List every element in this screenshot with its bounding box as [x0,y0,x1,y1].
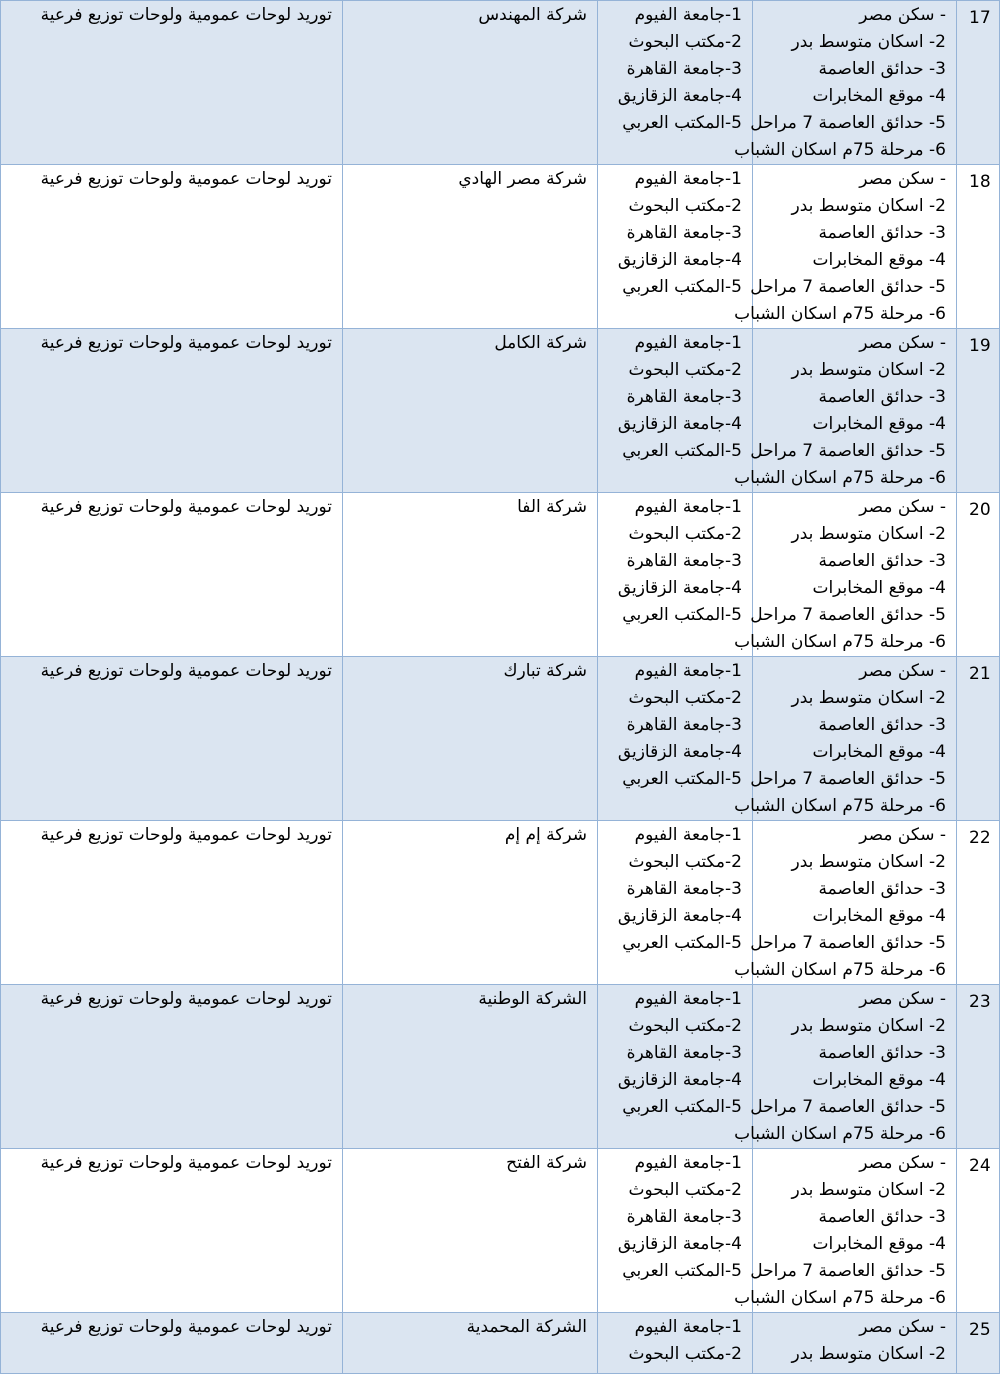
project-line: 6- مرحلة 75م اسكان الشباب [734,140,946,160]
company-cell [343,1149,598,1313]
reference-line: 2-مكتب البحوث [628,32,742,52]
reference-line: 3-جامعة القاهرة [626,551,742,571]
project-line: 3- حدائق العاصمة [818,1043,946,1063]
row-number-cell [957,329,1000,493]
company-name: الشركة المحمدية [466,1317,587,1337]
reference-line: 5-المكتب العربي [622,933,742,953]
supply-description: توريد لوحات عمومية ولوحات توزيع فرعية [40,1153,332,1173]
reference-line: 2-مكتب البحوث [628,1344,742,1364]
reference-line: 3-جامعة القاهرة [626,1043,742,1063]
table-row [1,821,1000,985]
reference-line: 4-جامعة الزقازيق [617,250,742,270]
supply-cell [1,821,343,985]
project-line: 4- موقع المخابرات [812,1070,946,1090]
reference-line: 1-جامعة الفيوم [634,661,742,681]
project-line: 6- مرحلة 75م اسكان الشباب [734,304,946,324]
projects-cell [753,1313,957,1374]
company-cell [343,1,598,165]
table-row [1,329,1000,493]
reference-line: 2-مكتب البحوث [628,1180,742,1200]
reference-line: 4-جامعة الزقازيق [617,742,742,762]
row-number-cell [957,1,1000,165]
projects-cell [734,1149,957,1313]
supply-cell [1,1,343,165]
reference-line: 3-جامعة القاهرة [626,879,742,899]
reference-line: 2-مكتب البحوث [628,688,742,708]
project-line: 3- حدائق العاصمة [818,715,946,735]
supply-description: توريد لوحات عمومية ولوحات توزيع فرعية [40,825,332,845]
reference-line: 1-جامعة الفيوم [634,5,742,25]
references-cell [598,1313,753,1374]
table-row [1,165,1000,329]
project-line: - سكن مصر [859,825,946,845]
project-line: 2- اسكان متوسط بدر [791,1344,946,1364]
reference-line: 3-جامعة القاهرة [626,59,742,79]
project-line: 3- حدائق العاصمة [818,879,946,899]
project-line: 6- مرحلة 75م اسكان الشباب [734,632,946,652]
reference-line: 5-المكتب العربي [622,605,742,625]
reference-line: 2-مكتب البحوث [628,360,742,380]
supply-description: توريد لوحات عمومية ولوحات توزيع فرعية [40,1317,332,1337]
project-line: 6- مرحلة 75م اسكان الشباب [734,796,946,816]
supply-cell [1,1149,343,1313]
row-number: 24 [969,1156,991,1176]
reference-line: 2-مكتب البحوث [628,852,742,872]
reference-line: 1-جامعة الفيوم [634,989,742,1009]
company-cell [343,165,598,329]
project-line: - سكن مصر [859,497,946,517]
reference-line: 1-جامعة الفيوم [634,825,742,845]
row-number: 20 [969,500,991,520]
project-line: 6- مرحلة 75م اسكان الشباب [734,1124,946,1144]
project-line: 4- موقع المخابرات [812,86,946,106]
reference-line: 5-المكتب العربي [622,1261,742,1281]
row-number: 21 [969,664,991,684]
project-line: 2- اسكان متوسط بدر [791,852,946,872]
projects-cell [734,1,957,165]
supply-description: توريد لوحات عمومية ولوحات توزيع فرعية [40,333,332,353]
project-line: 5- حدائق العاصمة 7 مراحل [750,769,946,789]
project-line: 5- حدائق العاصمة 7 مراحل [750,113,946,133]
references-cell [598,1149,753,1313]
project-line: 4- موقع المخابرات [812,414,946,434]
reference-line: 2-مكتب البحوث [628,524,742,544]
project-line: 5- حدائق العاصمة 7 مراحل [750,441,946,461]
reference-line: 3-جامعة القاهرة [626,1207,742,1227]
row-number: 17 [969,8,991,28]
project-line: 3- حدائق العاصمة [818,551,946,571]
reference-line: 1-جامعة الفيوم [634,497,742,517]
supply-description: توريد لوحات عمومية ولوحات توزيع فرعية [40,5,332,25]
reference-line: 4-جامعة الزقازيق [617,1070,742,1090]
reference-line: 5-المكتب العربي [622,769,742,789]
project-line: 2- اسكان متوسط بدر [791,360,946,380]
project-line: 4- موقع المخابرات [812,578,946,598]
company-cell [343,821,598,985]
references-cell [598,821,753,985]
company-cell [343,985,598,1149]
supply-description: توريد لوحات عمومية ولوحات توزيع فرعية [40,989,332,1009]
reference-line: 4-جامعة الزقازيق [617,906,742,926]
table-row [1,1,1000,165]
row-number-cell [957,493,1000,657]
company-name: شركة مصر الهادي [458,169,587,189]
project-line: 3- حدائق العاصمة [818,223,946,243]
project-line: 5- حدائق العاصمة 7 مراحل [750,1261,946,1281]
project-line: 2- اسكان متوسط بدر [791,196,946,216]
company-name: شركة إم إم [504,825,587,845]
company-name: شركة المهندس [478,5,587,25]
reference-line: 3-جامعة القاهرة [626,223,742,243]
company-name: شركة الكامل [494,333,587,353]
references-cell [598,165,753,329]
company-cell [343,1313,598,1374]
project-line: 6- مرحلة 75م اسكان الشباب [734,960,946,980]
project-line: - سكن مصر [859,169,946,189]
project-line: 6- مرحلة 75م اسكان الشباب [734,468,946,488]
reference-line: 5-المكتب العربي [622,1097,742,1117]
row-number-cell [957,165,1000,329]
project-line: - سكن مصر [859,5,946,25]
supply-description: توريد لوحات عمومية ولوحات توزيع فرعية [40,497,332,517]
row-number-cell [957,821,1000,985]
project-line: 5- حدائق العاصمة 7 مراحل [750,1097,946,1117]
project-line: - سكن مصر [859,1153,946,1173]
projects-cell [734,493,957,657]
references-cell [598,1,753,165]
reference-line: 1-جامعة الفيوم [634,1153,742,1173]
project-line: 5- حدائق العاصمة 7 مراحل [750,277,946,297]
reference-line: 2-مكتب البحوث [628,196,742,216]
project-line: 2- اسكان متوسط بدر [791,1016,946,1036]
references-cell [598,985,753,1149]
row-number: 23 [969,992,991,1012]
projects-cell [734,657,957,821]
project-line: 3- حدائق العاصمة [818,387,946,407]
company-name: شركة الفا [517,497,587,517]
company-cell [343,493,598,657]
supply-description: توريد لوحات عمومية ولوحات توزيع فرعية [40,169,332,189]
project-line: - سكن مصر [859,661,946,681]
project-line: 2- اسكان متوسط بدر [791,1180,946,1200]
company-name: شركة تبارك [503,661,587,681]
table-row [1,1149,1000,1313]
table-row [1,985,1000,1149]
project-line: 6- مرحلة 75م اسكان الشباب [734,1288,946,1308]
reference-line: 2-مكتب البحوث [628,1016,742,1036]
project-line: 2- اسكان متوسط بدر [791,32,946,52]
project-line: 3- حدائق العاصمة [818,59,946,79]
reference-line: 1-جامعة الفيوم [634,169,742,189]
projects-cell [734,985,957,1149]
references-cell [598,493,753,657]
table-row [1,657,1000,821]
projects-cell [734,165,957,329]
references-cell [598,657,753,821]
project-line: 2- اسكان متوسط بدر [791,688,946,708]
project-line: 4- موقع المخابرات [812,742,946,762]
company-name: الشركة الوطنية [478,989,587,1009]
row-number: 19 [969,336,991,356]
project-line: - سكن مصر [859,989,946,1009]
company-cell [343,657,598,821]
supply-cell [1,1313,343,1374]
company-name: شركة الفتح [506,1153,587,1173]
table-body [1,1,1000,1374]
project-line: 2- اسكان متوسط بدر [791,524,946,544]
project-line: - سكن مصر [859,333,946,353]
row-number: 25 [969,1320,991,1340]
supply-cell [1,165,343,329]
project-line: 4- موقع المخابرات [812,250,946,270]
references-cell [598,329,753,493]
reference-line: 4-جامعة الزقازيق [617,1234,742,1254]
row-number-cell [957,985,1000,1149]
projects-cell [734,821,957,985]
project-line: 4- موقع المخابرات [812,1234,946,1254]
reference-line: 5-المكتب العربي [622,441,742,461]
supply-cell [1,985,343,1149]
company-cell [343,329,598,493]
row-number-cell [957,657,1000,821]
supply-cell [1,493,343,657]
row-number-cell [957,1313,1000,1374]
reference-line: 3-جامعة القاهرة [626,387,742,407]
project-line: - سكن مصر [859,1317,946,1337]
supply-cell [1,657,343,821]
table-row [1,493,1000,657]
project-line: 5- حدائق العاصمة 7 مراحل [750,933,946,953]
reference-line: 5-المكتب العربي [622,277,742,297]
row-number: 22 [969,828,991,848]
row-number-cell [957,1149,1000,1313]
reference-line: 1-جامعة الفيوم [634,1317,742,1337]
reference-line: 5-المكتب العربي [622,113,742,133]
projects-cell [734,329,957,493]
reference-line: 4-جامعة الزقازيق [617,414,742,434]
project-line: 3- حدائق العاصمة [818,1207,946,1227]
row-number: 18 [969,172,991,192]
supply-description: توريد لوحات عمومية ولوحات توزيع فرعية [40,661,332,681]
reference-line: 3-جامعة القاهرة [626,715,742,735]
table-row [1,1313,1000,1374]
reference-line: 4-جامعة الزقازيق [617,578,742,598]
supply-cell [1,329,343,493]
project-line: 4- موقع المخابرات [812,906,946,926]
reference-line: 1-جامعة الفيوم [634,333,742,353]
project-line: 5- حدائق العاصمة 7 مراحل [750,605,946,625]
reference-line: 4-جامعة الزقازيق [617,86,742,106]
